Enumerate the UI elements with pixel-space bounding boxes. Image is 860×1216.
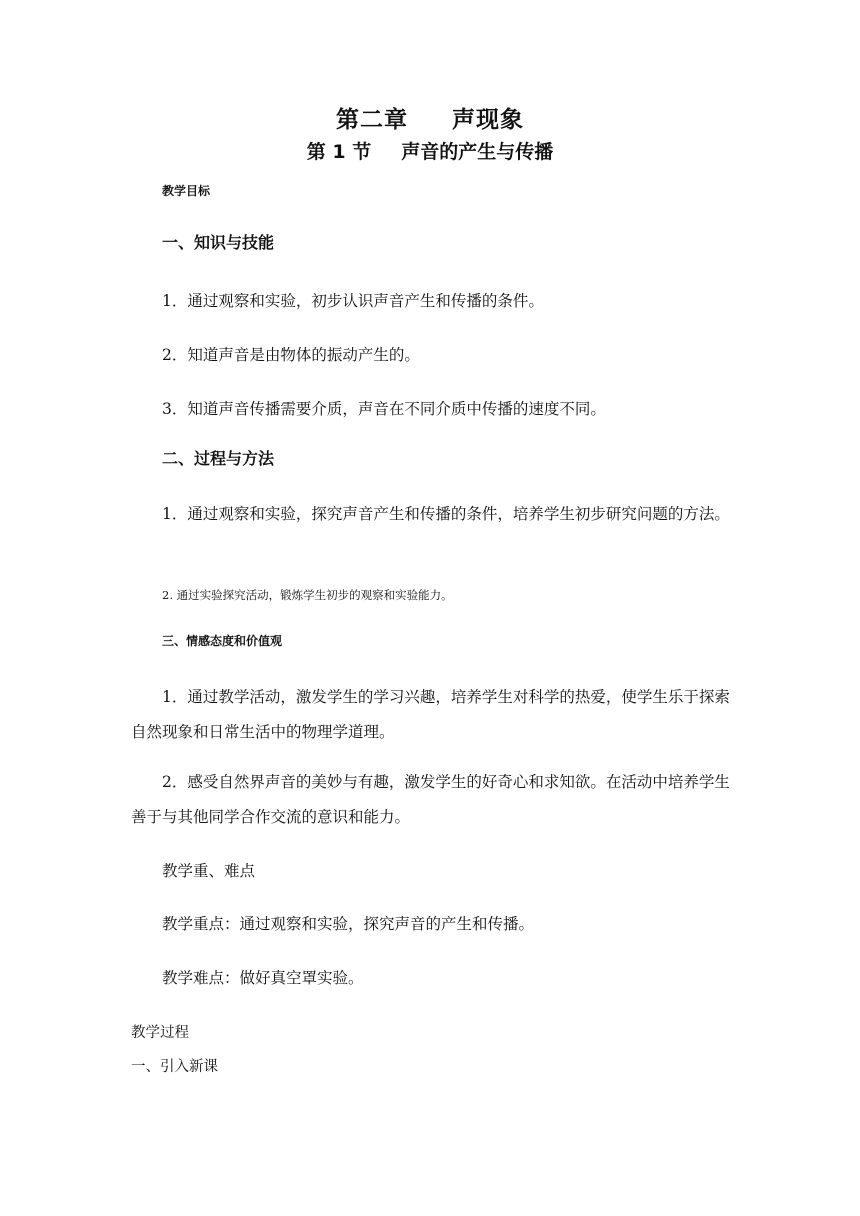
- key-point-focus: 教学重点：通过观察和实验，探究声音的产生和传播。: [162, 915, 535, 933]
- process-item-1: 1．通过观察和实验，探究声音产生和传播的条件，培养学生初步研究问题的方法。: [162, 505, 730, 523]
- process-heading: 二、过程与方法: [162, 449, 275, 468]
- objectives-label: 教学目标: [162, 184, 211, 198]
- knowledge-item-2: 2．知道声音是由物体的振动产生的。: [162, 346, 420, 364]
- chapter-name: 声现象: [452, 107, 524, 133]
- process-item-2: 2. 通过实验探究活动，锻炼学生初步的观察和实验能力。: [162, 588, 453, 602]
- key-points-heading: 教学重、难点: [162, 862, 256, 880]
- chapter-number: 第二章: [336, 107, 408, 133]
- section-title: [0, 137, 860, 164]
- knowledge-heading: 一、知识与技能: [162, 233, 275, 252]
- emotion-item-1: 1．通过教学活动，激发学生的学习兴趣，培养学生对科学的热爱，使学生乐于探索自然现象和日常生活中的物理学道理。: [131, 688, 730, 741]
- section-number: 第 1 节: [306, 141, 372, 163]
- knowledge-item-1: 1．通过观察和实验，初步认识声音产生和传播的条件。: [162, 292, 544, 310]
- intro-label: 一、引入新课: [131, 1059, 218, 1075]
- section-name: 声音的产生与传播: [401, 141, 554, 163]
- chapter-title: [0, 101, 860, 134]
- teaching-process-label: 教学过程: [131, 1025, 189, 1041]
- emotion-heading: 三、情感态度和价值观: [162, 634, 283, 648]
- knowledge-item-3: 3．知道声音传播需要介质，声音在不同介质中传播的速度不同。: [162, 400, 606, 418]
- emotion-item-2: 2．感受自然界声音的美妙与有趣，激发学生的好奇心和求知欲。在活动中培养学生善于与其他同学合作交流的意识和能力。: [131, 773, 730, 826]
- key-point-difficulty: 教学难点：做好真空罩实验。: [162, 969, 364, 987]
